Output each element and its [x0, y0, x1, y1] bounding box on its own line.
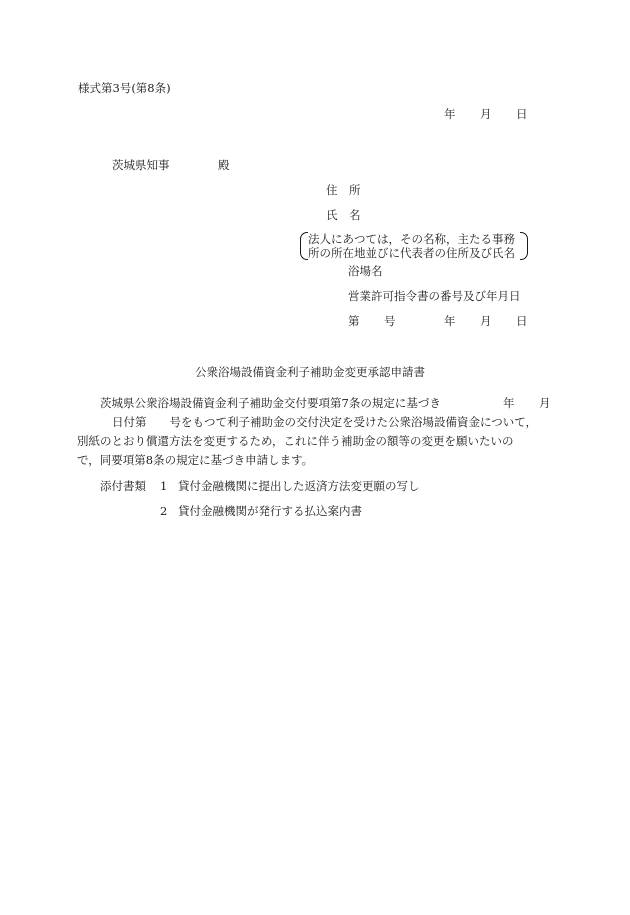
addressee-name: 茨城県知事 [112, 158, 170, 172]
attachment-text: 貸付金融機関が発行する払込案内書 [178, 504, 362, 518]
body-line4: で，同要項第8条の規定に基づき申請します。 [77, 453, 314, 467]
body-line2: 日付第 号をもつて利子補助金の交付決定を受けた公衆浴場設備資金について， [112, 415, 538, 429]
license-no-prefix: 第 [348, 314, 360, 328]
body-line1-month: 月 [539, 396, 551, 410]
name-label: 氏 名 [326, 208, 361, 222]
date-year: 年 [444, 107, 456, 121]
attachment-number: 2 [160, 504, 168, 518]
body-line1: 茨城県公衆浴場設備資金利子補助金交付要項第7条の規定に基づき [100, 396, 441, 410]
corp-note-line2: 所の所在地並びに代表者の住所及び氏名 [308, 246, 515, 260]
corporate-note [300, 232, 528, 260]
body-line1-year: 年 [503, 396, 515, 410]
attachment-number: 1 [160, 479, 168, 493]
license-month: 月 [480, 314, 492, 328]
left-bracket [300, 232, 308, 260]
body-line3: 別紙のとおり償還方法を変更するため，これに伴う補助金の額等の変更を願いたいの [77, 434, 514, 448]
license-label: 営業許可指令書の番号及び年月日 [348, 289, 521, 303]
addressee-honorific: 殿 [218, 158, 230, 172]
corp-note-line1: 法人にあつては，その名称，主たる事務 [308, 232, 515, 246]
attachments-label: 添付書類 [100, 479, 146, 493]
right-bracket [520, 232, 528, 260]
license-year: 年 [444, 314, 456, 328]
license-day: 日 [516, 314, 528, 328]
attachment-text: 貸付金融機関に提出した返済方法変更願の写し [178, 479, 420, 493]
address-label: 住 所 [326, 183, 361, 197]
date-day: 日 [516, 107, 528, 121]
document-title: 公衆浴場設備資金利子補助金変更承認申請書 [195, 365, 425, 379]
date-month: 月 [480, 107, 492, 121]
bathhouse-label: 浴場名 [348, 264, 383, 278]
form-number: 様式第3号(第8条) [78, 81, 171, 95]
license-no-suffix: 号 [384, 314, 396, 328]
